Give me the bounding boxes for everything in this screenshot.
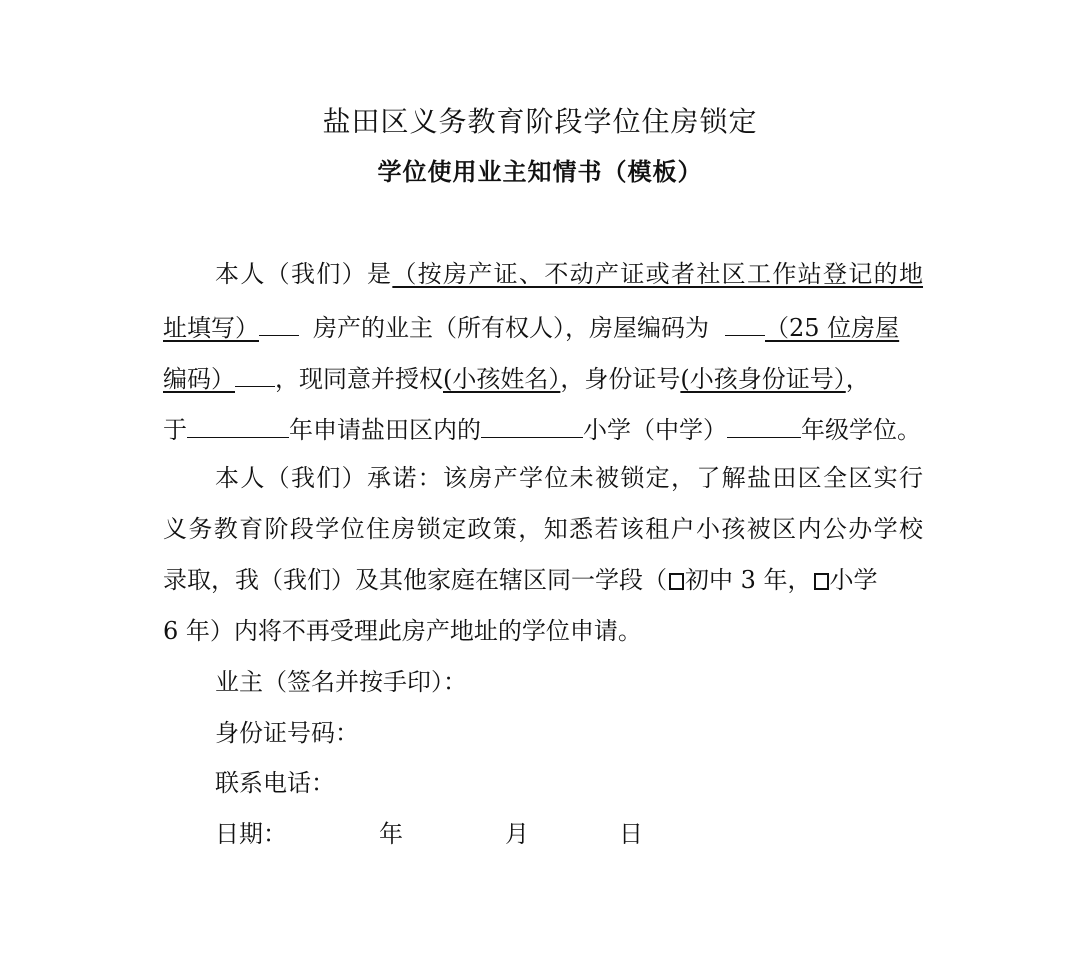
document-title: 盐田区义务教育阶段学位住房锁定 (322, 105, 758, 138)
child-id-hint: (小孩身份证号） (680, 365, 846, 393)
house-code-hint-cont: 编码） (163, 365, 235, 393)
option-middle-school: 初中 3 年， (685, 566, 812, 594)
date-month: 月 (505, 820, 529, 848)
para1-line3-text-3: ， (845, 365, 870, 393)
school-blank (481, 411, 583, 438)
grade-blank (727, 411, 801, 438)
para2-line2: 义务教育阶段学位住房锁定政策，知悉若该租户小孩被区内公办学校 (163, 515, 923, 543)
id-number-label: 身份证号码： (215, 719, 359, 747)
address-field-hint-cont: 址填写） (163, 314, 259, 342)
house-code-blank (725, 309, 765, 336)
checkbox-middle-school[interactable] (669, 573, 684, 590)
option-primary-school: 小学 (829, 566, 878, 594)
house-code-blank-2 (235, 360, 275, 387)
phone-label: 联系电话： (215, 769, 335, 797)
para1-line4 (163, 411, 923, 445)
para2-line3 (163, 563, 923, 597)
checkbox-primary-school[interactable] (814, 573, 829, 590)
para1-line1-text: 本人（我们）是 (215, 260, 393, 288)
date-label: 日期： (215, 820, 287, 848)
para1-line3-text-2: ，身份证号 (560, 365, 681, 393)
para1-line1 (215, 257, 923, 291)
date-line (215, 817, 923, 851)
para2-line3-text: 录取，我（我们）及其他家庭在辖区同一学段（ (163, 566, 667, 594)
para1-line4-text-3: 小学（中学） (583, 416, 727, 444)
house-code-hint: （25 位房屋 (765, 314, 900, 342)
document-subtitle: 学位使用业主知情书（模板） (377, 157, 703, 186)
para1-line2 (163, 309, 923, 343)
owner-signature-label: 业主（签名并按手印）： (215, 668, 467, 696)
date-year: 年 (379, 820, 403, 848)
address-field-hint: （按房产证、不动产证或者社区工作站登记的地 (392, 260, 924, 288)
address-blank (259, 309, 299, 336)
para1-line4-text-2: 年申请盐田区内的 (289, 416, 481, 444)
para1-line4-text-4: 年级学位。 (801, 416, 921, 444)
para2-line4: 6 年）内将不再受理此房产地址的学位申请。 (163, 617, 642, 645)
date-day: 日 (619, 820, 643, 848)
para1-line3 (163, 360, 923, 394)
child-name-hint: (小孩姓名） (443, 365, 561, 393)
para1-line4-text: 于 (163, 416, 187, 444)
year-blank (187, 411, 289, 438)
para1-line3-text: ，现同意并授权 (275, 365, 443, 393)
para1-line2-text: 房产的业主（所有权人），房屋编码为 (313, 314, 709, 342)
para2-line1: 本人（我们）承诺：该房产学位未被锁定，了解盐田区全区实行 (215, 464, 923, 492)
